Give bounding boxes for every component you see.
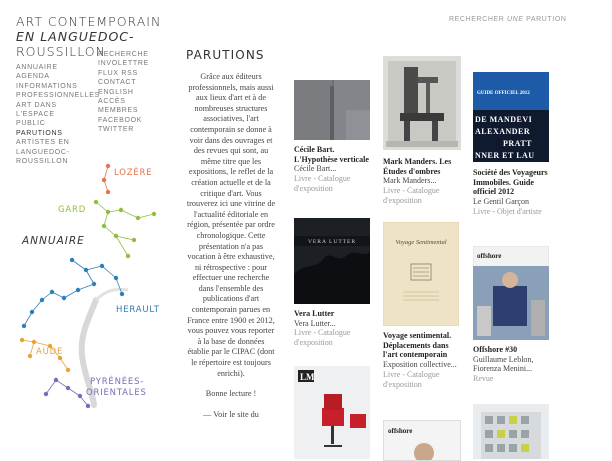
cover-word: ALEXANDER	[475, 127, 531, 136]
publication-category: Livre - Objet d'artiste	[473, 206, 542, 216]
map-label-aude[interactable]: AUDE	[36, 347, 64, 357]
publication-card[interactable]	[473, 72, 553, 217]
cover-word: NNER ET LAU	[475, 151, 535, 160]
publication-cover[interactable]	[294, 366, 370, 459]
nav-item-infolettre[interactable]: INVOLETTRE	[98, 60, 149, 68]
publication-card[interactable]	[383, 420, 463, 461]
publication-author: Guillaume Leblon, Fiorenza Menini...	[473, 354, 534, 374]
map-lozere-network	[102, 164, 110, 194]
map-po-network	[44, 378, 90, 408]
intro-greeting: Bonne lecture !	[205, 389, 257, 399]
map-label-po-line2[interactable]: ORIENTALES	[86, 388, 147, 398]
cover-image-offshore	[473, 246, 549, 340]
intro-text	[186, 72, 276, 430]
map-gard-network	[94, 200, 156, 258]
cover-image-guide	[473, 72, 549, 162]
search-link-suffix: PARUTION	[526, 16, 567, 23]
site-title-line1: ART CONTEMPORAIN	[16, 14, 162, 29]
publication-author: Le Gentil Garçon	[473, 197, 529, 207]
cover-image-grey	[294, 80, 370, 140]
svg-text:LM: LM	[300, 372, 315, 382]
publication-title[interactable]: Offshore #30	[473, 345, 518, 354]
map-label-po-line1[interactable]: PYRÉNÉES-	[90, 377, 145, 387]
publication-author: Cécile Bart...	[294, 164, 337, 174]
cover-word: PRATT	[503, 139, 533, 148]
search-publication-link[interactable]	[449, 16, 567, 23]
publication-author: Mark Manders...	[383, 176, 437, 186]
cover-image-voyage	[383, 222, 459, 326]
publication-category: Livre - Catalogue d'exposition	[383, 186, 440, 205]
map-label-lozere[interactable]: LOZÈRE	[114, 168, 153, 178]
publication-title[interactable]: Voyage sentimental. Déplacements dans l'art contemporain	[383, 331, 452, 360]
search-link-italic: UNE	[506, 16, 524, 23]
publication-card[interactable]	[383, 56, 463, 206]
publication-category: Revue	[473, 374, 494, 384]
publication-category: Livre - Catalogue d'exposition	[294, 174, 351, 193]
cover-word: DE MANDEVI	[475, 115, 533, 124]
page-title: PARUTIONS	[186, 48, 265, 62]
nav-item-art-espace-public[interactable]: ART DANS L'ESPACE PUBLIC	[16, 101, 57, 128]
publication-card[interactable]	[473, 404, 553, 459]
publication-author: Vera Lutter...	[294, 318, 336, 328]
secondary-nav	[98, 50, 168, 135]
publication-card[interactable]	[473, 246, 553, 384]
publication-cover[interactable]	[383, 56, 461, 150]
nav-item-agenda[interactable]: AGENDA	[16, 73, 50, 81]
nav-item-english[interactable]: ENGLISH	[98, 88, 134, 96]
nav-item-recherche[interactable]: RECHERCHE	[98, 51, 149, 58]
publication-author: Exposition collective...	[383, 360, 457, 370]
cover-image-building	[473, 404, 549, 459]
publication-category: Livre - Catalogue d'exposition	[383, 369, 440, 389]
nav-item-parutions[interactable]: PARUTIONS	[16, 129, 63, 137]
publication-card[interactable]	[294, 366, 370, 459]
intro-paragraph: Grâce aux éditeurs professionnels, mais aussi aux lieux d'art et à de nombreuses structures associatives, l'art contemporain se donne à voir dans des ouvrages et des revues qui sont, au même titre que les expositions, le reflet de la création actuelle et de la critique d'art. Vous trouverez ici une vitrine de l'actualité éditoriale en région, présentée par ordre chronologique. Cette présentation n'a pas vocation à être exhaustive, ni rétrospective : pour effectuer une recherche dans l'ensemble des publications d'art contemporain parues en France entre 1900 et 2012, vous pouvez vous reporter à la base de données établie par le CIPAC (dont le répertoire est toujours enrichi).	[186, 72, 276, 378]
nav-item-acces-membres[interactable]: ACCÈS MEMBRES	[98, 98, 139, 115]
cover-image-offshore-portrait	[384, 421, 460, 460]
nav-item-facebook[interactable]: FACEBOOK	[98, 116, 143, 124]
publication-card[interactable]	[294, 80, 370, 194]
cover-text: Voyage Sentimental	[395, 239, 447, 246]
publication-title[interactable]: Cécile Bart. L'Hypothèse verticale	[294, 145, 369, 164]
publication-category: Livre - Catalogue d'exposition	[294, 328, 351, 348]
cover-image-dark	[294, 218, 370, 304]
nav-item-twitter[interactable]: TWITTER	[98, 126, 135, 134]
cover-text: GUIDE OFFICIEL 2012	[477, 91, 530, 96]
cover-text: offshore	[388, 427, 413, 435]
site-title-line2: EN LANGUEDOC-	[16, 29, 135, 44]
cover-image-chair	[294, 366, 370, 459]
nav-item-artistes[interactable]: ARTISTES EN LANGUEDOC-ROUSSILLON	[16, 139, 70, 166]
publication-cover[interactable]	[294, 80, 370, 140]
map-label-herault[interactable]: HERAULT	[116, 305, 160, 315]
cover-text: VERA LUTTER	[307, 239, 357, 245]
search-link-prefix: RECHERCHER	[449, 16, 505, 23]
nav-item-flux-rss[interactable]: FLUX RSS	[98, 69, 138, 77]
publication-cover[interactable]	[473, 246, 549, 340]
publication-title[interactable]: Vera Lutter	[294, 309, 335, 318]
nav-item-informations[interactable]: INFORMATIONS PROFESSIONNELLES	[16, 82, 100, 100]
publication-cover[interactable]	[473, 72, 549, 162]
region-map[interactable]	[16, 150, 166, 410]
publication-cover[interactable]	[383, 222, 459, 326]
nav-item-contact[interactable]: CONTACT	[98, 79, 137, 87]
site-title-line3: ROUSSILLON	[16, 44, 106, 59]
publication-card[interactable]	[383, 222, 463, 389]
nav-item-annuaire[interactable]: ANNUAIRE	[16, 64, 58, 71]
publication-cover[interactable]	[473, 404, 549, 459]
publication-card[interactable]	[294, 218, 370, 348]
cover-text: offshore	[477, 252, 502, 260]
intro-link[interactable]: — Voir le site du	[203, 409, 259, 419]
cover-image-sculpture	[384, 57, 460, 149]
map-label-gard[interactable]: GARD	[58, 205, 87, 215]
map-label-annuaire[interactable]: ANNUAIRE	[22, 235, 85, 247]
publication-title[interactable]: Mark Manders. Les Études d'ombres	[383, 157, 452, 176]
publication-cover[interactable]	[294, 218, 370, 304]
publication-title[interactable]: Société des Voyageurs Immobiles. Guide officiel 2012	[473, 168, 548, 197]
publication-cover[interactable]	[383, 420, 461, 461]
